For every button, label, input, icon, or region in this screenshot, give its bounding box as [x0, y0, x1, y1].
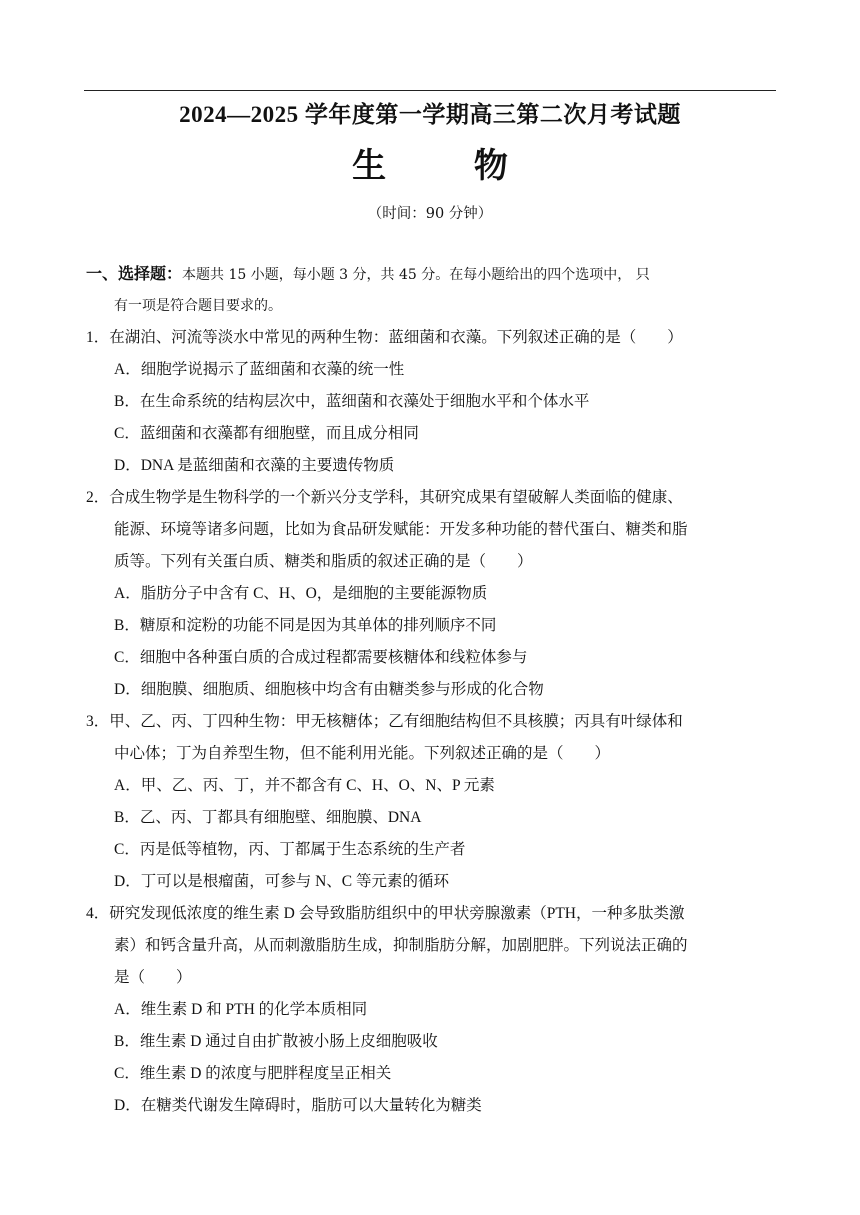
question-stem-cont: 是（ ）	[114, 969, 192, 986]
option-a: A．维生素 D 和 PTH 的化学本质相同	[114, 1001, 368, 1018]
option-c: C．细胞中各种蛋白质的合成过程都需要核糖体和线粒体参与	[114, 649, 528, 666]
section-heading: 一、选择题：	[86, 264, 183, 283]
question-3	[86, 706, 778, 898]
question-4	[86, 898, 778, 1122]
subject-title: 生 物	[352, 146, 546, 186]
option-d: D．在糖类代谢发生障碍时，脂肪可以大量转化为糖类	[114, 1097, 482, 1114]
option-a: A．脂肪分子中含有 C、H、O，是细胞的主要能源物质	[114, 585, 488, 602]
option-d: D．丁可以是根瘤菌，可参与 N、C 等元素的循环	[114, 873, 449, 890]
question-stem-cont: 能源、环境等诸多问题，比如为食品研发赋能：开发多种功能的替代蛋白、糖类和脂	[114, 521, 688, 538]
option-a: A．细胞学说揭示了蓝细菌和衣藻的统一性	[114, 361, 405, 378]
header-rule	[84, 90, 776, 91]
question-1	[86, 322, 778, 482]
option-b: B．在生命系统的结构层次中，蓝细菌和衣藻处于细胞水平和个体水平	[114, 393, 590, 410]
question-stem-cont: 素）和钙含量升高，从而刺激脂肪生成，抑制脂肪分解，加剧肥胖。下列说法正确的	[114, 937, 688, 954]
option-c: C．维生素 D 的浓度与肥胖程度呈正相关	[114, 1065, 392, 1082]
question-stem: 3．甲、乙、丙、丁四种生物：甲无核糖体；乙有细胞结构但不具核膜；丙具有叶绿体和	[86, 713, 683, 730]
option-c: C．蓝细菌和衣藻都有细胞壁，而且成分相同	[114, 425, 419, 442]
section-intro-text: 本题共 15 小题，每小题 3 分，共 45 分。在每小题给出的四个选项中， 只	[182, 267, 650, 283]
section-intro-line-1	[86, 258, 778, 291]
option-d: D．细胞膜、细胞质、细胞核中均含有由糖类参与形成的化合物	[114, 681, 544, 698]
question-stem-cont: 中心体；丁为自养型生物，但不能利用光能。下列叙述正确的是（ ）	[114, 745, 611, 762]
option-b: B．维生素 D 通过自由扩散被小肠上皮细胞吸收	[114, 1033, 438, 1050]
question-stem: 1．在湖泊、河流等淡水中常见的两种生物：蓝细菌和衣藻。下列叙述正确的是（ ）	[86, 329, 683, 346]
option-a: A．甲、乙、丙、丁，并不都含有 C、H、O、N、P 元素	[114, 777, 495, 794]
option-d: D．DNA 是蓝细菌和衣藻的主要遗传物质	[114, 457, 395, 474]
question-2	[86, 482, 778, 706]
exam-title: 2024—2025 学年度第一学期高三第二次月考试题	[179, 102, 681, 127]
section-instructions	[86, 258, 778, 322]
question-stem-cont: 质等。下列有关蛋白质、糖类和脂质的叙述正确的是（ ）	[114, 553, 533, 570]
option-c: C．丙是低等植物，丙、丁都属于生态系统的生产者	[114, 841, 466, 858]
exam-time: （时间：90 分钟）	[367, 206, 493, 222]
option-b: B．糖原和淀粉的功能不同是因为其单体的排列顺序不同	[114, 617, 497, 634]
question-stem: 4．研究发现低浓度的维生素 D 会导致脂肪组织中的甲状旁腺激素（PTH，一种多肽类激	[86, 905, 685, 922]
option-b: B．乙、丙、丁都具有细胞壁、细胞膜、DNA	[114, 809, 422, 826]
question-stem: 2．合成生物学是生物科学的一个新兴分支学科，其研究成果有望破解人类面临的健康、	[86, 489, 683, 506]
section-intro-line-2: 有一项是符合题目要求的。	[114, 298, 282, 314]
